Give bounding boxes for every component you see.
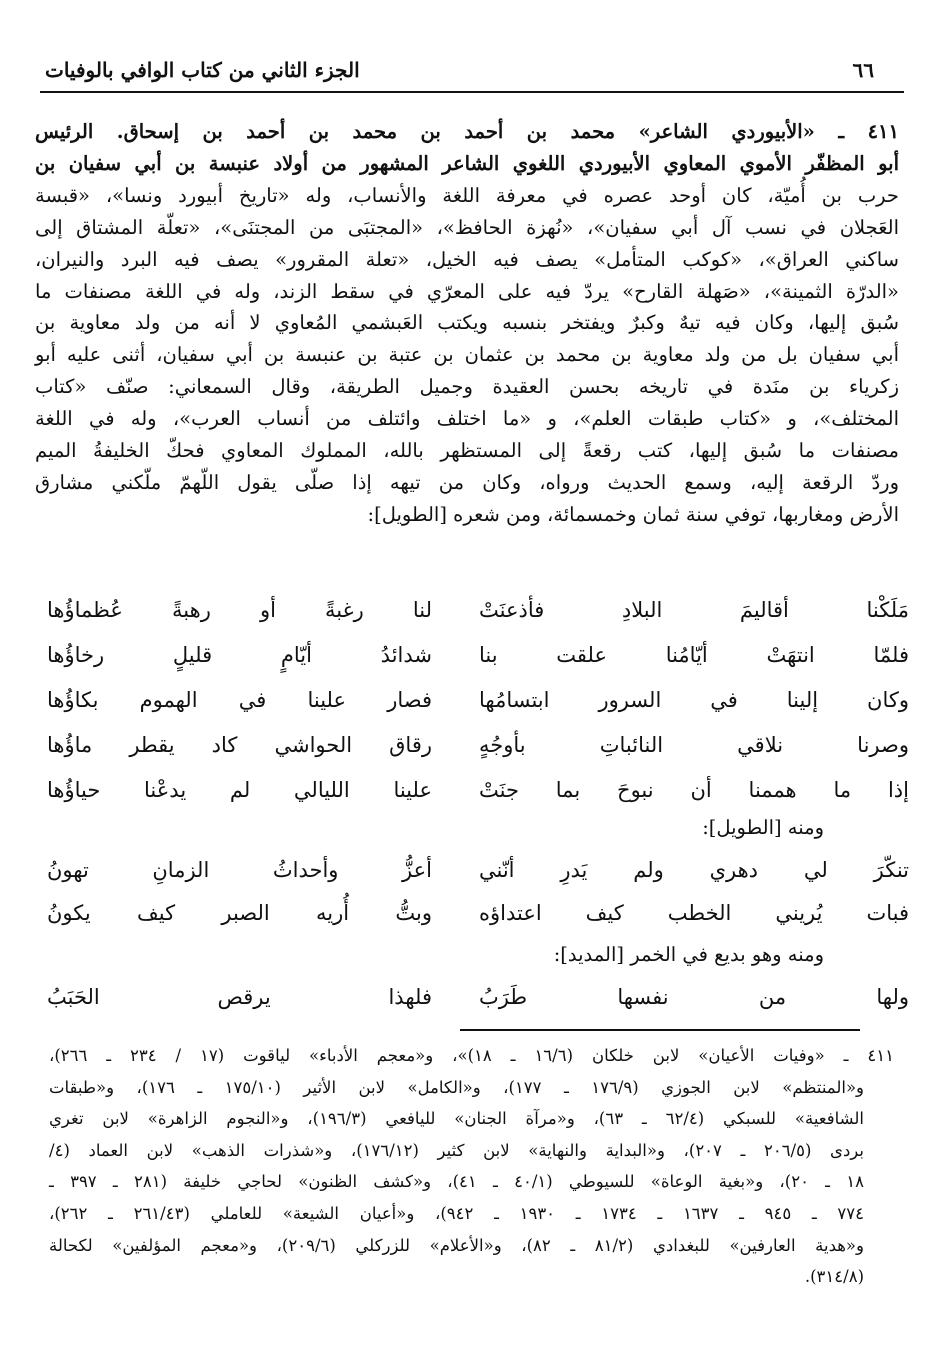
footnote-line: (٣١٤/٨). xyxy=(804,1267,864,1287)
paragraph-line: ساكني العراق»، «كوكب المتأمل» يصف فيه الخيل، «تعلة المقرور» يصف فيه البرد والنيران، xyxy=(35,247,899,271)
verse-first-hemistich: تنكّرَ لي دهري ولم يَدرِ أنّني xyxy=(479,858,909,882)
verse-first-hemistich: إذا ما هممنا أن نبوحَ بما جنَتْ xyxy=(479,778,909,802)
verse-first-hemistich: فبات يُريني الخطب كيف اعتداؤه xyxy=(479,901,909,925)
footnote-line: ٤١١ ـ «وفيات الأعيان» لابن خلكان (١٦/٦ ـ ١٨)»، و«معجم الأدباء» لياقوت (١٧ / ٢٣٤ ـ ٢٦٦)، xyxy=(49,1046,894,1065)
verse-first-hemistich: وصرنا نلاقي النائباتِ بأوجُهٍ xyxy=(479,733,909,757)
footnote-line: الشافعية» للسبكي (٦٢/٤ ـ ٦٣)، و«مرآة الجنان» لليافعي (١٩٦/٣)، و«النجوم الزاهرة» لابن تغري xyxy=(49,1109,865,1129)
verse-second-hemistich: لنا رغبةً أو رهبةً عُظماؤُها xyxy=(47,598,432,622)
verse-second-hemistich: شدائدُ أيّامٍ قليلٍ رخاؤُها xyxy=(47,643,432,667)
paragraph-line: أبي سفيان بل من ولد معاوية بن محمد بن عثمان بن عتبة بن عنبسة بن أبي سفيان، أثنى عليه أبو xyxy=(35,343,899,367)
paragraph-line: «الدرّة الثمينة»، «صَهلة القارح» يردّ فيه على المعرّي في سقط الزند، وله في اللغة مصنفات ما xyxy=(35,279,899,303)
paragraph-line: حرب بن أُميّة، كان أوحد عصره في معرفة اللغة والأنساب، وله «تاريخ أبيورد ونسا»، «قبسة xyxy=(35,183,899,207)
verse-second-hemistich: رقاق الحواشي كاد يقطر ماؤُها xyxy=(47,733,432,757)
header-rule xyxy=(40,91,904,93)
page-number: ٦٦ xyxy=(852,58,874,82)
paragraph-line: المختلف»، و «كتاب طبقات العلم»، و «ما اختلف وائتلف من أنساب العرب»، وله في اللغة xyxy=(35,407,899,431)
footnote-line: ١٨ ـ ٢٠)، و«بغية الوعاة» للسيوطي (٤٠/١ ـ ٤١)، و«كشف الظنون» لحاجي خليفة (٢٨١ ـ ٣٩٧ ـ xyxy=(49,1172,864,1192)
footnote-line: بردى (٢٠٦/٥ ـ ٢٠٧)، و«البداية والنهاية» لابن كثير (١٧٦/١٢)، و«شذرات الذهب» لابن العماد (٤/ xyxy=(49,1140,864,1160)
paragraph-line: أبو المظفّر الأموي المعاوي الأبيوردي اللغوي الشاعر المشهور من أولاد عنبسة بن أبي سفيان بن xyxy=(35,151,899,175)
paragraph-line: الأرض ومغاربها، توفي سنة ثمان وخمسمائة، ومن شعره [الطويل]: xyxy=(367,502,899,526)
footnote-line: و«المنتظم» لابن الجوزي (١٧٦/٩ ـ ١٧٧)، و«الكامل» لابن الأثير (١٧٥/١٠ ـ ١٧٦)، و«طبقات xyxy=(49,1077,865,1097)
verse-second-hemistich: أعزُّ وأحداثُ الزمانِ تهونُ xyxy=(47,858,432,882)
paragraph-line: ٤١١ ـ «الأبيوردي الشاعر» محمد بن أحمد بن محمد بن أحمد بن إسحاق. الرئيس xyxy=(35,120,899,143)
footnote-line: ٧٧٤ ـ ٩٤٥ ـ ١٦٣٧ ـ ١٧٣٤ ـ ١٩٣٠ ـ ٩٤٢)، و«أعيان الشيعة» للعاملي (٢٦١/٤٣ ـ ٢٦٢)، xyxy=(49,1204,865,1223)
verse-second-hemistich: فلهذا يرقص الحَبَبُ xyxy=(47,985,432,1009)
paragraph-line: سُبق إليها، وكان فيه تيهٌ وكبرٌ ويفتخر بنسبه ويكتب العَبشمي المُعاوي لا أنه من ولد معاوية بن xyxy=(35,311,899,335)
verse-first-hemistich: وكان إلينا في السرور ابتسامُها xyxy=(479,688,909,712)
verse-second-hemistich: علينا الليالي لم يدعْنا حياؤُها xyxy=(47,778,432,802)
running-title: الجزء الثاني من كتاب الوافي بالوفيات xyxy=(45,58,360,82)
footnote-rule xyxy=(460,1029,860,1031)
verse-first-hemistich: فلمّا انتهَتْ أيّامُنا علقت بنا xyxy=(479,643,909,667)
verse-first-hemistich: ولها من نفسها طَرَبُ xyxy=(479,985,909,1009)
poem-meter-label: ومنه [الطويل]: xyxy=(702,816,824,839)
poem-meter-label: ومنه وهو بديع في الخمر [المديد]: xyxy=(553,943,824,966)
paragraph-line: وردّ الرقعة إليه، وسمع الحديث ورواه، وكان من تيهه إذا صلّى يقول اللّهمّ ملّكني مشارق xyxy=(35,470,899,494)
footnote-line: و«هدية العارفين» للبغدادي (٨١/٢ ـ ٨٢)، و«الأعلام» للزركلي (٢٠٩/٦)، و«معجم المؤلفين» لكحالة xyxy=(49,1235,864,1255)
verse-first-hemistich: مَلَكْنا أقاليمَ البلادِ فأذعنَتْ xyxy=(479,598,909,622)
paragraph-line: العَجلان في نسب آل أبي سفيان»، «نُهزة الحافظ»، «المجتبَى من المجتنَى»، «تعلّة المشتاق إلى xyxy=(35,215,899,239)
verse-second-hemistich: فصار علينا في الهموم بكاؤُها xyxy=(47,688,432,712)
paragraph-line: زكرياء بن منَدة في تاريخه بحسن العقيدة وجميل الطريقة، وقال السمعاني: صنّف «كتاب xyxy=(35,375,899,399)
paragraph-line: مصنفات ما سُبق إليها، كتب رقعةً إلى المستظهر بالله، المملوك المعاوي فحكّ الخليفةُ الميم xyxy=(35,439,899,462)
verse-second-hemistich: وبتُّ أُريه الصبر كيف يكونُ xyxy=(47,901,432,925)
